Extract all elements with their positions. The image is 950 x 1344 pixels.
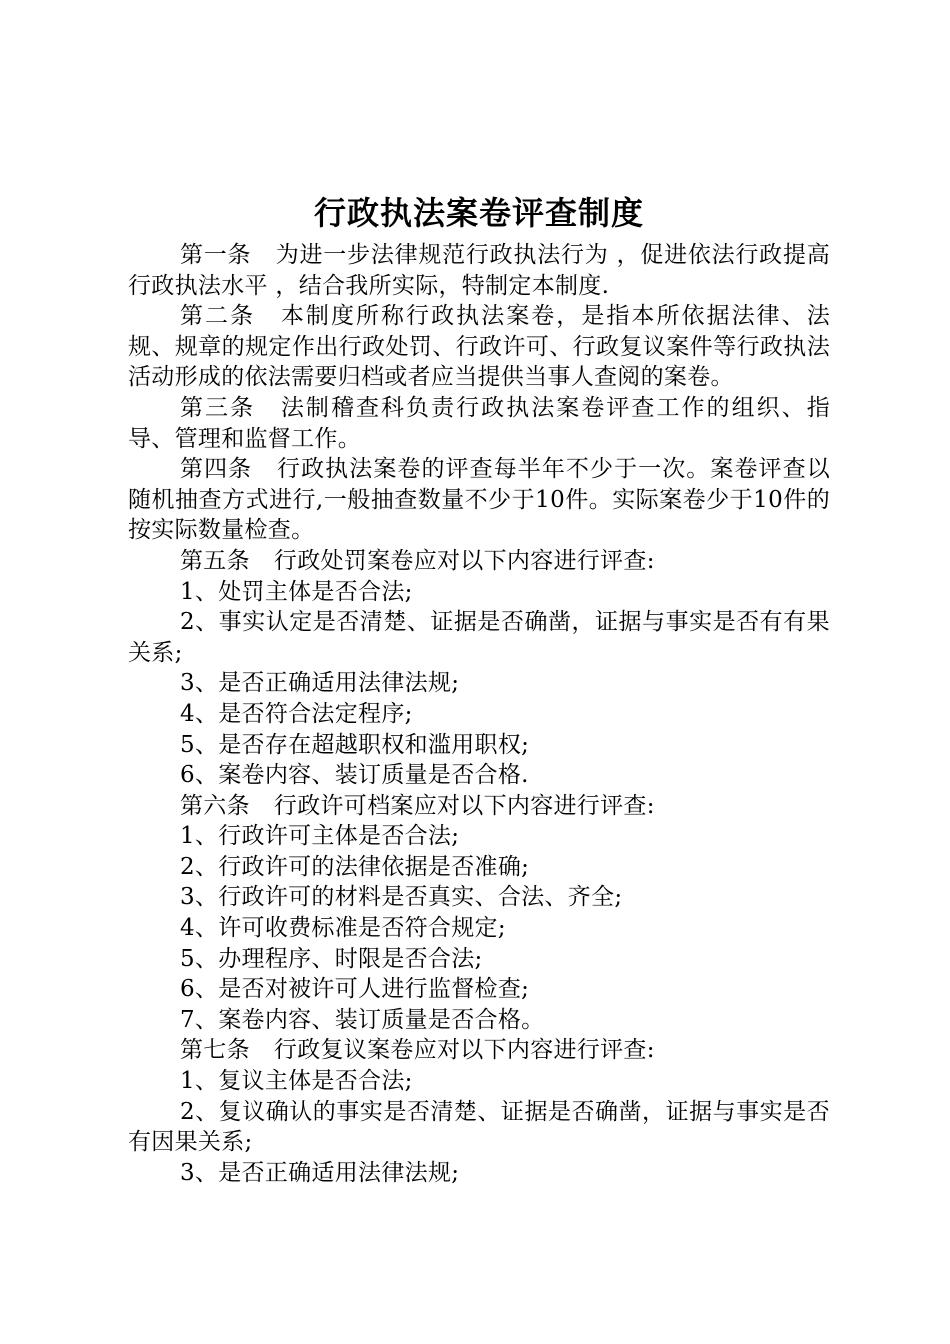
paragraph-text: 行政许可档案应对以下内容进行评查: (273, 792, 655, 819)
paragraph-text: 行政复议案卷应对以下内容进行评查: (273, 1037, 655, 1064)
paragraph-text: 1、处罚主体是否合法; (180, 578, 413, 605)
document-body (128, 240, 830, 1188)
paragraph-text: 5、是否存在超越职权和滥用职权; (180, 731, 530, 758)
article-label: 第五条 (180, 547, 250, 574)
article-label: 第三条 (180, 394, 256, 421)
paragraph-text: 7、案卷内容、装订质量是否合格。 (180, 1006, 545, 1033)
list-item (128, 821, 830, 852)
document-page (128, 190, 830, 1188)
document-title: 行政执法案卷评查制度 (313, 194, 644, 232)
paragraph-text: 4、是否符合法定程序; (180, 700, 413, 727)
paragraph-text: 行政处罚案卷应对以下内容进行评查: (273, 547, 655, 574)
article-paragraph (128, 1035, 830, 1066)
article-paragraph (128, 454, 830, 546)
paragraph-text: 为进一步法律规范行政执法行为 ，促进依法行政提高行政执法水平 ，结合我所实际，特制定本制度. (128, 242, 831, 299)
list-item (128, 668, 830, 699)
paragraph-text: 3、行政许可的材料是否真实、合法、齐全; (180, 884, 623, 911)
article-label: 第二条 (180, 303, 256, 330)
article-paragraph (128, 791, 830, 822)
article-paragraph (128, 546, 830, 577)
paragraph-text: 1、行政许可主体是否合法; (180, 823, 460, 850)
paragraph-text: 4、许可收费标准是否符合规定; (180, 915, 506, 942)
paragraph-text: 2、事实认定是否清楚、证据是否确凿，证据与事实是否有有果关系; (128, 609, 830, 666)
list-item (128, 607, 830, 668)
paragraph-text: 6、是否对被许可人进行监督检查; (180, 976, 530, 1003)
list-item (128, 760, 830, 791)
article-paragraph (128, 240, 830, 301)
list-item (128, 882, 830, 913)
paragraph-text: 3、是否正确适用法律法规; (180, 1159, 460, 1186)
list-item (128, 1005, 830, 1036)
paragraph-text: 本制度所称行政执法案卷，是指本所依据法律、法规、规章的规定作出行政处罚、行政许可、行政复议案件等行政执法活动形成的依法需要归档或者应当提供当事人查阅的案卷。 (128, 303, 830, 391)
paragraph-text: 2、复议确认的事实是否清楚、证据是否确凿，证据与事实是否有因果关系; (128, 1098, 830, 1156)
list-item (128, 1158, 830, 1189)
article-label: 第七条 (180, 1037, 250, 1064)
article-label: 第六条 (180, 792, 250, 819)
article-label: 第一条 (180, 242, 252, 268)
article-label: 第四条 (180, 456, 253, 483)
list-item (128, 1066, 830, 1097)
article-paragraph (128, 301, 830, 393)
paragraph-text: 2、行政许可的法律依据是否准确; (180, 853, 530, 880)
list-item (128, 913, 830, 944)
paragraph-text: 1、复议主体是否合法; (180, 1068, 413, 1095)
paragraph-text: 6、案卷内容、装订质量是否合格. (180, 762, 529, 789)
paragraph-text: 行政执法案卷的评查每半年不少于一次。案卷评查以随机抽查方式进行,一般抽查数量不少于10件。实际案卷少于10件的按实际数量检查。 (128, 456, 830, 544)
list-item (128, 730, 830, 761)
list-item (128, 974, 830, 1005)
list-item (128, 577, 830, 608)
list-item (128, 699, 830, 730)
paragraph-text: 法制稽查科负责行政执法案卷评查工作的组织、指导、管理和监督工作。 (128, 394, 830, 452)
list-item (128, 944, 830, 975)
paragraph-text: 5、办理程序、时限是否合法; (180, 945, 483, 972)
article-paragraph (128, 393, 830, 454)
list-item (128, 1097, 830, 1158)
paragraph-text: 3、是否正确适用法律法规; (180, 670, 460, 697)
list-item (128, 852, 830, 883)
